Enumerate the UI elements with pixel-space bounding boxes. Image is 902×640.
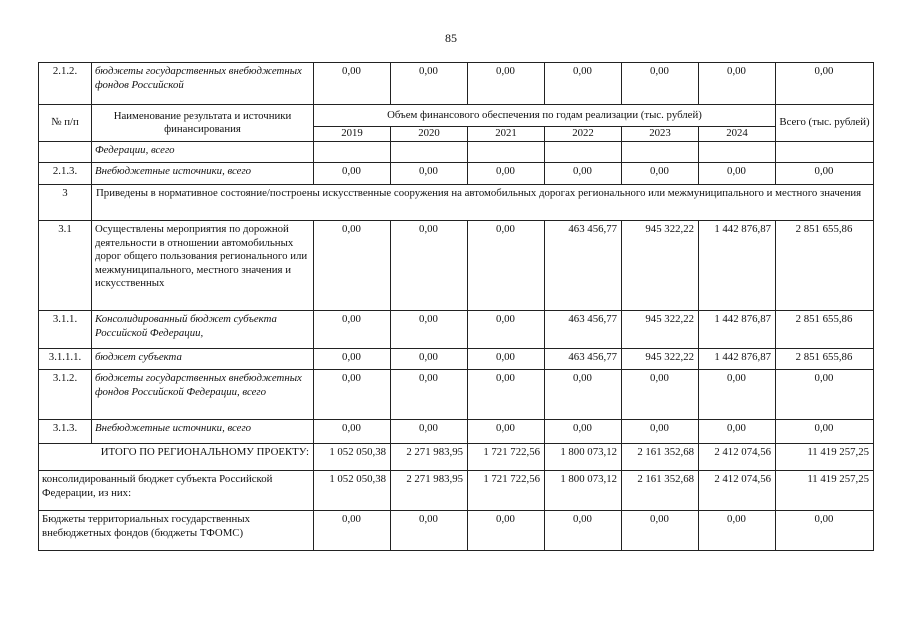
- financing-table: [38, 62, 874, 551]
- value-cell: 0,00: [314, 163, 391, 185]
- total-row: [39, 471, 874, 511]
- total-label: Бюджеты территориальных государственных внебюджетных фондов (бюджеты ТФОМС): [39, 511, 314, 551]
- value-cell: 463 456,77: [545, 311, 622, 349]
- value-cell: 0,00: [391, 221, 468, 311]
- total-row: [39, 511, 874, 551]
- row-name: бюджеты государственных внебюджетных фондов Российской: [92, 63, 314, 105]
- table-row: [39, 63, 874, 105]
- table-row: [39, 221, 874, 311]
- value-cell: 0,00: [314, 63, 391, 105]
- total-cell: 0,00: [776, 370, 874, 420]
- value-cell: [545, 142, 622, 163]
- value-cell: 1 800 073,12: [545, 471, 622, 511]
- value-cell: 463 456,77: [545, 349, 622, 370]
- table-row: [39, 163, 874, 185]
- row-name: Внебюджетные источники, всего: [92, 163, 314, 185]
- total-cell: 0,00: [776, 511, 874, 551]
- section-row: [39, 185, 874, 221]
- total-cell: 2 851 655,86: [776, 311, 874, 349]
- value-cell: 0,00: [391, 63, 468, 105]
- value-cell: 0,00: [622, 63, 699, 105]
- value-cell: 0,00: [699, 420, 776, 444]
- value-cell: 2 271 983,95: [391, 471, 468, 511]
- value-cell: 945 322,22: [622, 221, 699, 311]
- row-number: 3.1: [39, 221, 92, 311]
- value-cell: 0,00: [391, 511, 468, 551]
- value-cell: 0,00: [699, 163, 776, 185]
- total-cell: 0,00: [776, 163, 874, 185]
- header-num: № п/п: [39, 105, 92, 142]
- total-label: консолидированный бюджет субъекта Российской Федерации, из них:: [39, 471, 314, 511]
- value-cell: 0,00: [391, 420, 468, 444]
- section-title: Приведены в нормативное состояние/построены искусственные сооружения на автомобильных дорогах регионального или межмуниципального и местного значения: [92, 185, 874, 221]
- value-cell: 0,00: [545, 420, 622, 444]
- value-cell: 0,00: [622, 420, 699, 444]
- value-cell: 0,00: [314, 511, 391, 551]
- value-cell: 2 412 074,56: [699, 444, 776, 471]
- value-cell: 0,00: [545, 163, 622, 185]
- value-cell: 0,00: [314, 221, 391, 311]
- value-cell: 1 442 876,87: [699, 221, 776, 311]
- row-number: 2.1.2.: [39, 63, 92, 105]
- header-total: Всего (тыс. рублей): [776, 105, 874, 142]
- value-cell: 2 161 352,68: [622, 444, 699, 471]
- value-cell: 1 721 722,56: [468, 444, 545, 471]
- value-cell: 0,00: [314, 311, 391, 349]
- year-header: 2019: [314, 127, 391, 142]
- value-cell: 0,00: [699, 511, 776, 551]
- header-name: Наименование результата и источники финансирования: [92, 105, 314, 142]
- value-cell: 0,00: [545, 370, 622, 420]
- value-cell: 0,00: [468, 63, 545, 105]
- value-cell: [314, 142, 391, 163]
- section-number: 3: [39, 185, 92, 221]
- year-header: 2020: [391, 127, 468, 142]
- value-cell: 0,00: [468, 163, 545, 185]
- value-cell: 1 800 073,12: [545, 444, 622, 471]
- year-header: 2021: [468, 127, 545, 142]
- table-row: [39, 311, 874, 349]
- value-cell: 0,00: [545, 511, 622, 551]
- row-number: 3.1.3.: [39, 420, 92, 444]
- year-header: 2022: [545, 127, 622, 142]
- value-cell: 2 412 074,56: [699, 471, 776, 511]
- value-cell: [468, 142, 545, 163]
- row-name: Федерации, всего: [92, 142, 314, 163]
- year-header: 2024: [699, 127, 776, 142]
- total-row: [39, 444, 874, 471]
- row-name: бюджет субъекта: [92, 349, 314, 370]
- total-cell: 2 851 655,86: [776, 349, 874, 370]
- row-number: 3.1.1.: [39, 311, 92, 349]
- table-row: [39, 370, 874, 420]
- value-cell: 1 052 050,38: [314, 444, 391, 471]
- value-cell: [391, 142, 468, 163]
- row-number: [39, 142, 92, 163]
- row-number: 3.1.1.1.: [39, 349, 92, 370]
- value-cell: 0,00: [468, 420, 545, 444]
- header-volume: Объем финансового обеспечения по годам реализации (тыс. рублей): [314, 105, 776, 127]
- value-cell: 2 271 983,95: [391, 444, 468, 471]
- value-cell: 2 161 352,68: [622, 471, 699, 511]
- value-cell: 463 456,77: [545, 221, 622, 311]
- table-header-row: [39, 105, 874, 127]
- value-cell: 0,00: [391, 311, 468, 349]
- row-name: Консолидированный бюджет субъекта Российской Федерации,: [92, 311, 314, 349]
- value-cell: 0,00: [622, 511, 699, 551]
- value-cell: 0,00: [468, 370, 545, 420]
- value-cell: [699, 142, 776, 163]
- value-cell: 0,00: [468, 221, 545, 311]
- table-row: [39, 420, 874, 444]
- value-cell: 945 322,22: [622, 311, 699, 349]
- value-cell: 0,00: [391, 163, 468, 185]
- value-cell: [622, 142, 699, 163]
- value-cell: 0,00: [699, 63, 776, 105]
- year-header: 2023: [622, 127, 699, 142]
- table-row: [39, 142, 874, 163]
- value-cell: 0,00: [545, 63, 622, 105]
- value-cell: 1 052 050,38: [314, 471, 391, 511]
- total-label: ИТОГО ПО РЕГИОНАЛЬНОМУ ПРОЕКТУ:: [39, 444, 314, 471]
- value-cell: 1 442 876,87: [699, 311, 776, 349]
- total-cell: [776, 142, 874, 163]
- value-cell: 0,00: [622, 163, 699, 185]
- table-row: [39, 349, 874, 370]
- value-cell: 945 322,22: [622, 349, 699, 370]
- page-number: 85: [445, 31, 457, 45]
- value-cell: 0,00: [468, 311, 545, 349]
- total-cell: 0,00: [776, 420, 874, 444]
- value-cell: 0,00: [314, 370, 391, 420]
- value-cell: 1 442 876,87: [699, 349, 776, 370]
- value-cell: 0,00: [468, 511, 545, 551]
- value-cell: 0,00: [468, 349, 545, 370]
- total-cell: 2 851 655,86: [776, 221, 874, 311]
- row-number: 3.1.2.: [39, 370, 92, 420]
- value-cell: 0,00: [314, 349, 391, 370]
- row-number: 2.1.3.: [39, 163, 92, 185]
- value-cell: 0,00: [314, 420, 391, 444]
- value-cell: 0,00: [391, 349, 468, 370]
- value-cell: 1 721 722,56: [468, 471, 545, 511]
- total-cell: 11 419 257,25: [776, 444, 874, 471]
- row-name: Внебюджетные источники, всего: [92, 420, 314, 444]
- row-name: Осуществлены мероприятия по дорожной деятельности в отношении автомобильных дорог общего пользования регионального или межмуниципального, местного значения и искусственных: [92, 221, 314, 311]
- total-cell: 11 419 257,25: [776, 471, 874, 511]
- value-cell: 0,00: [622, 370, 699, 420]
- row-name: бюджеты государственных внебюджетных фондов Российской Федерации, всего: [92, 370, 314, 420]
- value-cell: 0,00: [699, 370, 776, 420]
- value-cell: 0,00: [391, 370, 468, 420]
- total-cell: 0,00: [776, 63, 874, 105]
